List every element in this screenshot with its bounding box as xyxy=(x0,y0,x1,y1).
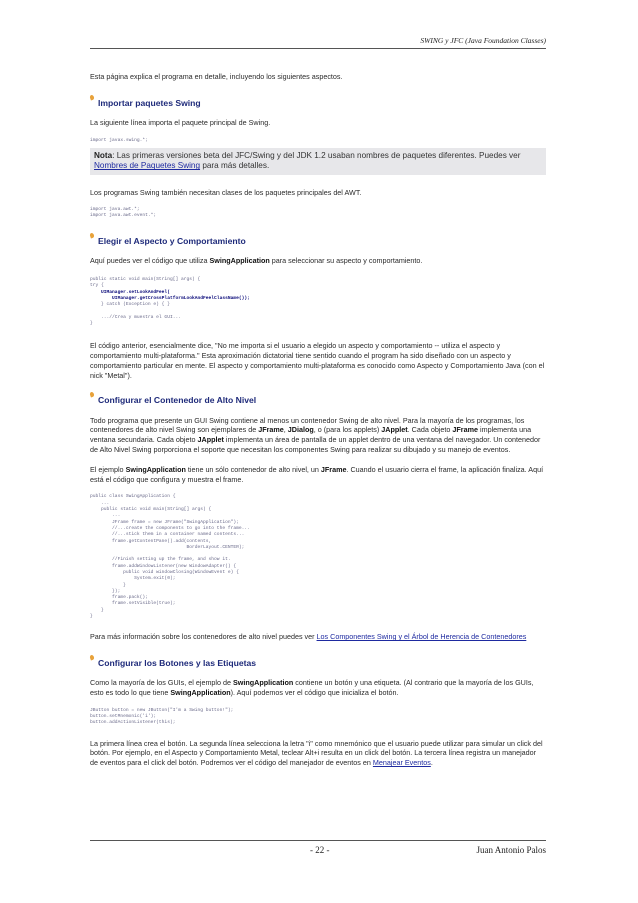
laf-explanation: El código anterior, esencialmente dice, "No me importa si el usuario a elegido un aspecto y comportamiento -- utiliza el aspecto y comportamiento multi-plataforma." Esta aproximación dictatorial tiene sentido cuando el program ha sido diseñado con un aspecto y comportamiento particular en mente. El aspecto y comportamiento multi-plataforma es conocido como Aspecto y Comportamiento Java (con el nick "Metal"). xyxy=(90,341,545,380)
text-run: Como la mayoría de los GUIs, el ejemplo de xyxy=(90,678,234,688)
class-name: SwingApplication xyxy=(209,256,270,266)
text-run: . xyxy=(430,758,433,768)
import-text: La siguiente línea importa el paquete principal de Swing. xyxy=(90,117,271,127)
section-title: Configurar el Contenedor de Alto Nivel xyxy=(98,394,257,405)
link-componentes-swing[interactable]: Los Componentes Swing y el Árbol de Herencia de Contenedores xyxy=(316,632,527,642)
footer-author: Juan Antonio Palos xyxy=(476,845,546,855)
text-run: , xyxy=(283,425,288,435)
intro-text: Esta página explica el programa en detalle, incluyendo los siguientes aspectos. xyxy=(90,72,343,81)
text-run: implementa una ventana secundaria. Cada objeto xyxy=(90,425,532,445)
code-block: public static void main(String[] args) { try { xyxy=(90,277,201,289)
code-button: JButton button = new JButton("I'm a Swing button!"); button.setMnemonic('i'); button.addActionListener(this); xyxy=(90,707,234,726)
text-run: Aquí puedes ver el código que utiliza xyxy=(90,256,210,266)
container-more-info xyxy=(90,632,546,642)
page-content xyxy=(90,72,546,768)
text-run: La primera línea crea el botón. La segunda línea selecciona la letra "i" como mnemónico que el usuario puede utilizar para simular un click del botón. Por ejemplo, en el Aspecto y Comportamiento Metal, teclear Alt+i resulta en un click del botón. La tercera línea registra un manejador de eventos para el click del botón. Podremos ver el código del manejador de eventos en xyxy=(90,738,543,768)
section-heading-container xyxy=(90,395,546,406)
container-paragraph-1 xyxy=(90,416,546,455)
text-run: contiene un botón y una etiqueta. (Al contrario que la mayoría de los GUIs, esto es todo lo que tiene xyxy=(90,678,534,697)
link-manejar-eventos[interactable]: Menajear Eventos xyxy=(372,758,431,768)
code-block: } catch (Exception e) { } ...//Crea y muestra el GUI... } xyxy=(90,302,181,327)
class-name: JApplet xyxy=(197,435,224,445)
laf-text xyxy=(90,256,546,266)
buttons-paragraph-2 xyxy=(90,739,546,768)
class-name: JFrame xyxy=(452,425,478,435)
code-import-swing: import javax.swing.*; xyxy=(90,137,148,143)
note-text: : Las primeras versiones beta del JFC/Swing y del JDK 1.2 usaban nombres de paquetes diferentes. Puedes ver xyxy=(112,150,521,160)
page-number: - 22 - xyxy=(310,845,330,855)
link-nombres-paquetes[interactable]: Nombres de Paquetes Swing xyxy=(94,161,201,171)
text-run: . Cuando el usuario cierra el frame, la aplicación finaliza. Aquí está el código que configura y muestra el frame. xyxy=(90,464,544,484)
class-name: SwingApplication xyxy=(233,678,294,688)
class-name: SwingApplication xyxy=(170,687,231,697)
section-title: Importar paquetes Swing xyxy=(98,97,201,108)
code-import-awt: import java.awt.*; import java.awt.event.*; xyxy=(90,206,157,218)
awt-text: Los programas Swing también necesitan clases de los paquetes principales del AWT. xyxy=(90,187,362,197)
container-paragraph-2 xyxy=(90,465,546,485)
text-run: implementa un área de pantalla de un applet dentro de una ventana del navegador. Un contenedor de Alto Nivel Swing porporciona el soporte que necesitan los componentes Swing para realizar su dibujado y su manejo de eventos. xyxy=(90,435,541,455)
text-run: tiene un sólo contenedor de alto nivel, un xyxy=(185,464,321,474)
code-frame-setup: public class SwingApplication { ... public static void main(String[] args) { ... JFrame frame = new JFrame("SwingApplication"); //...create the components to go into the frame... //...stick them in a container named contents... frame.getContentPane().add(contents, BorderLayout.CENTER); //Finish setting up the frame, and show it. frame.addWindowListener(new WindowAdapter() { public void windowClosing(WindowEvent e) { System.exit(0); } }); frame.pack(); frame.setVisible(true); } } xyxy=(90,494,250,620)
header-title: SWING y JFC (Java Foundation Classes) xyxy=(420,36,546,45)
text-run: Todo programa que presente un GUI Swing contiene al menos un contenedor Swing de alto nivel. Para la mayoría de los programas, los contenedores de alto nivel Swing son ejemplares de xyxy=(90,415,525,435)
note-box xyxy=(90,148,546,175)
section-title: Configurar los Botones y las Etiquetas xyxy=(98,658,257,669)
text-run: Para más información sobre los contenedores de alto nivel puedes ver xyxy=(90,632,317,642)
text-run: ). Aquí podemos ver el código que inicializa el botón. xyxy=(230,687,399,697)
class-name: JFrame xyxy=(320,464,347,474)
page-footer xyxy=(90,840,546,855)
code-highlight: UIManager.setLookAndFeel( UIManager.getCrossPlatformLookAndFeelClassName()); xyxy=(101,289,250,301)
section-title: Elegir el Aspecto y Comportamiento xyxy=(98,236,246,247)
text-run: El ejemplo xyxy=(90,464,126,474)
class-name: JDialog xyxy=(287,425,314,435)
note-label: Nota xyxy=(94,150,113,160)
class-name: SwingApplication xyxy=(125,464,186,474)
class-name: JApplet xyxy=(381,425,408,435)
class-name: JFrame xyxy=(258,425,284,435)
code-laf xyxy=(90,277,546,327)
text-run: para seleccionar su aspecto y comportamiento. xyxy=(269,256,423,266)
section-heading-look-and-feel xyxy=(90,236,546,247)
section-heading-import xyxy=(90,98,546,109)
text-run: , o (para los applets) xyxy=(313,425,382,435)
section-heading-buttons xyxy=(90,658,546,669)
page-header xyxy=(90,26,546,49)
buttons-paragraph-1 xyxy=(90,678,546,698)
text-run: . Cada objeto xyxy=(407,425,453,435)
note-end: para más detalles. xyxy=(200,161,270,171)
